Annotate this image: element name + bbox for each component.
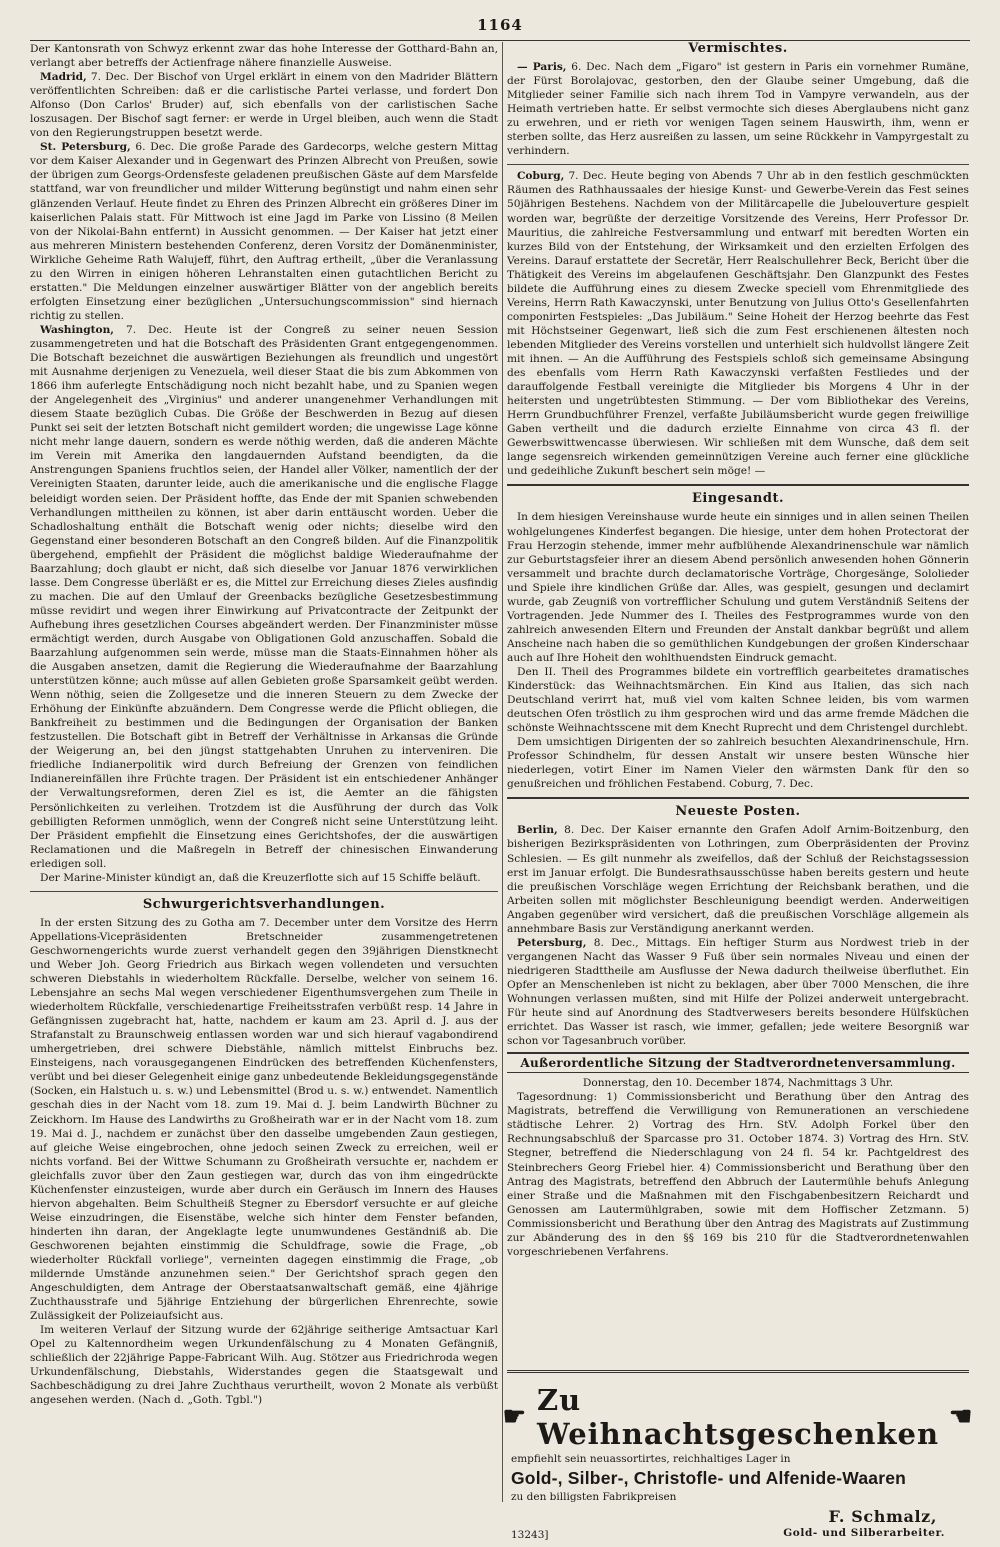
ad-title-row [502, 1383, 974, 1451]
section-divider [30, 891, 498, 892]
header-rule [30, 40, 970, 41]
advertisement-schmalz [502, 1370, 974, 1541]
article-schwurgericht-2: Im weiteren Verlauf der Sitzung wurde der 62jährige seitherige Amtsactuar Karl Opel zu Kaltennordheim wegen Urkundenfälschung zu 4 Monaten Gefängniß, schließlich der 22jährige Pappe-Fabricant Wilh. Aug. Stötzer aus Friedrichroda wegen Urkundenfälschung, Diebstahls, Widerstandes gegen die Staatsgewalt und Sachbeschädigung zu drei Jahre Zuchthaus verurtheilt, wovon 2 Monate als verbüßt angesehen werden. (Nach d. „Goth. Tgbl.") [30, 1324, 498, 1407]
article-eingesandt-2: Den II. Theil des Programmes bildete ein vortrefflich gearbeitetes dramatisches Kinderstück: das Weihnachtsmärchen. Ein Kind aus Italien, das sich nach Deutschland verirrt hat, muß viel vom kalten Schnee leiden, bis vom warmen deutschen Ofen tröstlich zu ihm gesprochen wird und das arme fremde Mädchen die schönste Weihnachtsscene mit dem Knecht Ruprecht und dem Christengel durchlebt. [507, 665, 969, 735]
heading-stadtverordneten: Außerordentliche Sitzung der Stadtverordnetenversammlung. [507, 1052, 969, 1073]
dateline-berlin: Berlin, [517, 824, 558, 837]
article-paris-text: 6. Dec. Nach dem „Figaro" ist gestern in Paris ein vornehmer Rumäne, der Fürst Borolajovac, gestorben, den der Glaube seiner Umgebung, daß die Mitglieder seiner Familie sich nach ihrem Tod in Vampyre verwandeln, aus der Heimath vertrieben hatte. Er selbst vermochte sich dieses Aberglaubens nicht ganz zu erwehren, und er rieth vor wenigen Tagen seinem Hauswirth, ihm, wenn er sterben sollte, das Herz ausreißen zu lassen, um seine Rückkehr in Vampyrgestalt zu verhindern. [507, 61, 969, 158]
dateline-coburg: Coburg, [517, 170, 565, 183]
section-divider [507, 164, 969, 165]
section-divider [507, 797, 969, 799]
sitzung-agenda: Tagesordnung: 1) Commissionsbericht und Berathung über den Antrag des Magistrats, betreffend die Verwilligung von Remunerationen an verschiedene städtische Lehrer. 2) Vortrag des Hrn. StV. Adolph Forkel über den Rechnungsabschluß der Sparcasse pro 31. October 1874. 3) Vortrag des Hrn. StV. Stegner, betreffend die Niederschlagung von 24 fl. 54 kr. Pachtgeldrest des Steinbrechers Georg Friebel hier. 4) Commissionsbericht und Berathung über den Antrag des Magistrats, betreffend den Abbruch der Lautermühle behufs Anlegung einer Straße und die Maßnahmen mit den Fischgabenbesitzern Reichardt und Genossen am Lautermühlgraben, sowie mit dem Hoffischer Zetzmann. 5) Commissionsbericht und Berathung über den Antrag des Magistrats auf Zustimmung zur Abänderung des in den §§ 169 bis 210 für die Stadtverordnetenwahlen vorgeschriebenen Verfahrens. [507, 1091, 969, 1258]
heading-schwurgericht: Schwurgerichtsverhandlungen. [142, 896, 386, 912]
left-column [30, 42, 498, 1510]
article-petersburg-text: 6. Dec. Die große Parade des Gardecorps, welche gestern Mittag vor dem Kaiser Alexander und in Gegenwart des Prinzen Albrecht von Preußen, sowie der übrigen zum Georgs-Ordensfeste geladenen preußischen Gäste auf dem Marsfelde stattfand, war von freundlicher und milder Witterung begünstigt und nahm einen sehr glänzenden Verlauf. Heute findet zu Ehren des Prinzen Albrecht ein größeres Diner im kaiserlichen Palais statt. Für Mittwoch ist eine Jagd im Parke von Lissino (8 Meilen von der Nikolai-Bahn entfernt) in Aussicht genommen. — Der Kaiser hat jetzt einer aus mehreren Ministern bestehenden Conferenz, deren Vorsitz der Domänenminister, Wirkliche Geheime Rath Walujeff, führt, den Auftrag ertheilt, „über die Veranlassung zu den Wirren in einigen höheren Lehranstalten einen gutachtlichen Bericht zu erstatten." Die Meldungen einzelner auswärtiger Blätter von der angeblich bereits erfolgten Einsetzung einer bezüglichen „Untersuchungscommission" sind hiernach richtig zu stellen. [30, 141, 498, 322]
column-divider [502, 42, 503, 1502]
article-petersburg [30, 140, 498, 323]
right-column [507, 42, 969, 1510]
article-paris [507, 60, 969, 158]
article-gotthard: Der Kantonsrath von Schwyz erkennt zwar das hohe Interesse der Gotthard-Bahn an, verlangt aber betreffs der Actienfrage nähere finanzielle Ausweise. [30, 43, 498, 70]
article-coburg-text: 7. Dec. Heute beging von Abends 7 Uhr ab in den festlich geschmückten Räumen des Rathhaussaales der hiesige Kunst- und Gewerbe-Verein das Fest seines 50jährigen Bestehens. Nachdem von der Militärcapelle die Jubelouverture gespielt worden war, begrüßte der derzeitige Vorsitzende des Vereins, Herr Professor Dr. Mauritius, die zahlreiche Festversammlung und entwarf mit beredten Worten ein kurzes Bild von der Entstehung, der Wirksamkeit und den erzielten Erfolgen des Vereins. Darauf erstattete der Secretär, Herr Realschullehrer Beck, Bericht über die Thätigkeit des Vereins im abgelaufenen Geschäftsjahr. Den Glanzpunkt des Festes bildete die Aufführung eines zu diesem Zwecke speciell vom Ehrenmitgliede des Vereins, Herrn Rath Kawaczynski, unter Benutzung von Julius Otto's Gesellenfahrten componirten Festspieles: „Das Jubiläum." Seine Hoheit der Herzog beehrte das Fest mit Höchstseiner Gegenwart, ließ sich die zum Fest erschienenen ältesten noch lebenden Mitglieder des Vereins vorstellen und unterhielt sich huldvollst längere Zeit mit ihnen. — An die Aufführung des Festspiels schloß sich gemeinsame Absingung des ebenfalls vom Herrn Rath Kawaczynski verfaßten Festliedes und der darauffolgende Festball vereinigte die Mitglieder bis Morgens 4 Uhr in der heitersten und ungetrübtesten Stimmung. — Der vom Bibliothekar des Vereins, Herrn Grundbuchführer Frenzel, verfaßte Jubiläumsbericht wurde gegen freiwillige Gaben vertheilt und die dadurch erzielte Einnahme von circa 43 fl. der Gewerbswittwencasse überwiesen. Wir schließen mit dem Wunsche, daß dem seit lange segensreich wirkenden gemeinnützigen Vereine auch ferner eine glückliche und gedeihliche Zukunft beschert sein möge! — [507, 170, 969, 478]
heading-vermischtes: Vermischtes. [688, 42, 788, 56]
ad-goods: Gold-, Silber-, Christofle- und Alfenide-Waaren [511, 1468, 907, 1488]
article-eingesandt-3: Dem umsichtigen Dirigenten der so zahlreich besuchten Alexandrinenschule, Hrn. Professor Schindhelm, für dessen Anstalt wir unsere besten Wünsche hier niederlegen, votirt Einer im Namen Vieler den wärmsten Dank für den so genußreichen und fröhlichen Festabend. Coburg, 7. Dec. [507, 736, 969, 791]
page-number: 1164 [477, 16, 523, 34]
article-schwurgericht-1: In der ersten Sitzung des zu Gotha am 7. December unter dem Vorsitze des Herrn Appellations-Vicepräsidenten Bretschneider zusammengetretenen Geschwornengerichts wurde zuerst verhandelt gegen den 39jährigen Dienstknecht und Weber Joh. Georg Friedrich aus Birkach wegen vollendeten und versuchten schweren Diebstahls in wiederholtem Rückfalle. Derselbe, welcher von seinem 16. Lebensjahre an sechs Mal wegen verschiedener Eigenthumsvergehen zum Theile in wiederholtem Rückfalle, verschiedenartige Freiheitsstrafen verbüßt resp. 14 Jahre in Gefängnissen zugebracht hat, hatte, nachdem er kaum am 23. April d. J. aus der Strafanstalt zu Braunschweig entlassen worden war und sich hierauf vagabondirend umhergetrieben, drei schwere Diebstähle, nämlich mittelst Einbruchs bez. Einsteigens, nach vorausgegangenen Eindrücken des betreffenden Küchenfensters, verübt und bei dieser Gelegenheit einige ganz unbedeutende Bekleidungsgegenstände (Socken, ein Halstuch u. s. w.) und Lebensmittel (Brod u. s. w.) entwendet. Namentlich geschah dies in der Nacht vom 18. zum 19. Mai d. J. beim Landwirth Büchner zu Zeickhorn. Im Hause des Landwirths zu Großheirath war er in der Nacht vom 18. zum 19. Mai d. J., nachdem er zunächst über den dasselbe umgebenden Zaun gestiegen, auf gleiche Weise eingebrochen, ohne jedoch seinen Zweck zu erreichen, weil er nichts vorfand. Bei der Wittwe Schumann zu Großheirath versuchte er, nachdem er gleichfalls zuvor über den Zaun gestiegen war, durch das von ihm eingedrückte Küchenfenster einzusteigen, wurde aber durch ein Geräusch im Innern des Hauses hiervon abgehalten. Beim Schultheiß Stegner zu Ebersdorf versuchte er auf gleiche Weise einzudringen, die Eisenstäbe, welche sich hinter dem Fenster befanden, hinderten ihn daran, der Angeklagte legte unumwundenes Geständniß ab. Die Geschworenen bejahten einstimmig die Schuldfrage, sowie die Frage, „ob wiederholter Rückfall vorliege", verneinten dagegen einstimmig die Frage, „ob mildernde Umstände anzunehmen seien." Der Gerichtshof sprach gegen den Angeschuldigten, dem Antrage der Oberstaatsanwaltschaft gemäß, eine 4jährige Zuchthausstrafe und 5jährige Entziehung der bürgerlichen Ehrenrechte, sowie Zulässigkeit der Polizeiaufsicht aus. [30, 916, 498, 1323]
article-marine: Der Marine-Minister kündigt an, daß die Kreuzerflotte sich auf 15 Schiffe beläuft. [40, 871, 481, 884]
section-divider [507, 484, 969, 486]
ad-title: Zu Weihnachtsgeschenken [536, 1383, 940, 1451]
ad-signature-block [507, 1503, 969, 1547]
sitzung-date: Donnerstag, den 10. December 1874, Nachmittags 3 Uhr. [582, 1077, 894, 1090]
heading-neueste-posten: Neueste Posten. [675, 804, 801, 820]
article-berlin [507, 823, 969, 935]
article-washington [30, 323, 498, 871]
article-madrid-text: 7. Dec. Der Bischof von Urgel erklärt in einem von den Madrider Blättern veröffentlichten Schreiben: daß er die carlistische Partei verlasse, und fordert Don Alfonso (Don Carlos' Bruder) auf, sich ebenfalls von der carlistischen Sache loszusagen. Der Bischof sagt ferner: er werde in Urgel bleiben, auch wenn die Stadt von den Regierungstruppen besetzt werde. [30, 71, 498, 140]
article-washington-text: 7. Dec. Heute ist der Congreß zu seiner neuen Session zusammengetreten und hat die Botschaft des Präsidenten Grant entgegengenommen. Die Botschaft bezeichnet die auswärtigen Beziehungen als freundlich und ungestört mit Ausnahme derjenigen zu Venezuela, weil dieser Staat die bis zum Abkommen von 1866 ihm auferlegte Entschädigung noch nicht bezahlt habe, und zu Spanien wegen der Angelegenheit des „Virginius" und anderer unangenehmer Verhandlungen mit diesem Staate bezüglich Cubas. Die Größe der Beschwerden in Bezug auf diesen Punkt sei seit der letzten Botschaft nicht gemildert worden; die ungewisse Lage könne nicht mehr lange dauern, sondern es werde nöthig werden, daß die anderen Mächte im Verein mit Amerika den langdauernden Aufstand beendigten, da die Anstrengungen Spaniens fruchtlos seien, der Handel aller Völker, namentlich der der Vereinigten Staaten, darunter leide, auch die amerikanische und die englische Flagge beleidigt worden seien. Der Präsident hoffte, das Ende der mit Spanien schwebenden Verhandlungen mittheilen zu können, ist aber darin enttäuscht worden. Ueber die Schadloshaltung enthält die Botschaft wenig oder nichts; dieselbe wird den Gegenstand einer besonderen Botschaft an den Congreß bilden. Auf die Finanzpolitik übergehend, empfiehlt der Präsident die möglichst baldige Wiederaufnahme der Baarzahlung; doch glaubt er nicht, daß sich dieselbe vor Januar 1876 verwirklichen lasse. Dem Congresse überläßt er es, die Mittel zur Erreichung dieses Zieles ausfindig zu machen. Die auf den Umlauf der Greenbacks bezügliche Gesetzesbestimmung müsse revidirt und wegen ihrer Einwirkung auf Privatcontracte der Zeitpunkt der Aufhebung ihres gesetzlichen Courses abgeändert werden. Der Finanzminister müsse ermächtigt werden, durch Ausgabe von Obligationen Gold anzuschaffen. Sobald die Baarzahlung aufgenommen sein werde, müsse man die Staats-Einnahmen höher als die Ausgaben ansetzen, damit die Regierung die Wiederaufnahme der Baarzahlung unterstützen könne; auch müsse auf allen Gebieten große Sparsamkeit geübt werden. Wenn nöthig, seien die Zollgesetze und die inneren Steuern zu dem Zwecke der Erhöhung der Einkünfte abzuändern. Dem Congresse werde die Pflicht obliegen, die Bankfreiheit zu bestimmen und die Bedingungen der Organisation der Banken festzustellen. Die Botschaft gibt in Betreff der Verhältnisse in Arkansas die Gründe der Weigerung an, bei den jüngst stattgehabten Unruhen zu interveniren. Die friedliche Indianerpolitik wird durch Befreiung der Grenzen von feindlichen Indianereinfällen ihre Früchte tragen. Der Präsident ist ein entschiedener Anhänger der Verwaltungsreformen, deren Ziel es ist, die Aemter an die fähigsten Persönlichkeiten zu verleihen. Trotzdem ist die Ausführung der durch das Volk gebilligten Reformen unmöglich, wenn der Congreß nicht seine Unterstützung leiht. Der Präsident empfiehlt die Einsetzung eines Gerichtshofes, der die auswärtigen Reclamationen und die Maßregeln in Betreff der chinesischen Einwanderung erledigen soll. [30, 323, 498, 870]
dateline-washington: Washington, [40, 323, 114, 336]
article-petersburg-storm [507, 936, 969, 1048]
ad-firm-name: F. Schmalz, [828, 1507, 937, 1526]
article-coburg [507, 169, 969, 478]
heading-eingesandt: Eingesandt. [692, 491, 784, 507]
ad-prices: zu den billigsten Fabrikpreisen [511, 1491, 677, 1503]
ad-reference-number: 13243] [511, 1529, 549, 1541]
dateline-madrid: Madrid, [40, 71, 87, 84]
dateline-petersburg: St. Petersburg, [40, 141, 131, 154]
article-madrid [30, 70, 498, 140]
ad-trade: Gold- und Silberarbeiter. [783, 1527, 945, 1539]
dateline-paris: — Paris, [517, 61, 567, 74]
pointing-hand-left-icon: ☚ [949, 1402, 974, 1432]
article-eingesandt-1: In dem hiesigen Vereinshause wurde heute ein sinniges und in allen seinen Theilen wohlgelungenes Kinderfest begangen. Die hiesige, unter dem hohen Protectorat der Frau Herzogin stehende, immer mehr aufblühende Alexandrinenschule war nämlich zur Geburtstagsfeier ihrer an diesem Abend persönlich anwesenden hohen Gönnerin versammelt und brachte durch declamatorische Vorträge, Chorgesänge, Sololieder und Spiele ihre kindlichen Grüße dar. Alles, was gespielt, gesungen und declamirt wurde, gab Zeugniß von vortrefflicher Schulung und gutem Verständniß Seitens der Vortragenden. Jede Nummer des I. Theiles des Festprogrammes wurde von den zahlreich anwesenden Eltern und Freunden der Anstalt dankbar begrüßt und allem Anscheine nach haben die so gemüthlichen Kundgebungen der großen Kinderschaar auch auf Ihre Hoheit den wohlthuendsten Eindruck gemacht. [507, 511, 969, 664]
pointing-hand-right-icon: ☛ [502, 1402, 527, 1432]
article-berlin-text: 8. Dec. Der Kaiser ernannte den Grafen Adolf Arnim-Boitzenburg, den bisherigen Bezirkspräsidenten von Lothringen, zum Oberpräsidenten der Provinz Schlesien. — Es gilt nunmehr als zweifellos, daß der Schluß der Reichstagssession erst im Januar erfolgt. Die Bundesrathsausschüsse haben bereits gestern und heute die preußischen Vorschläge wegen Errichtung der Reichsbank berathen, und die Arbeiten sollen mit möglichster Beschleunigung beendigt werden. Anderweitigen Angaben gegenüber wird versichert, daß die preußischen Vorschläge allgemein als annehmbare Basis zur Verständigung anerkannt werden. [507, 824, 969, 935]
article-petersburg-storm-text: 8. Dec., Mittags. Ein heftiger Sturm aus Nordwest trieb in der vergangenen Nacht das Wasser 9 Fuß über sein normales Niveau und einen der niedrigeren Stadttheile am Ausflusse der Newa dadurch theilweise überfluthet. Ein Opfer an Menschenleben ist nicht zu beklagen, aber über 7000 Menschen, die ihre Wohnungen verlassen mußten, sind mit Hilfe der Polizei anderweit untergebracht. Für heute sind auf Anordnung des Stadtverwesers bereits besondere Hülfsküchen errichtet. Das Wasser ist rasch, wie immer, gefallen; jede weitere Besorgniß war schon vor Tagesanbruch vorüber. [507, 936, 969, 1048]
dateline-petersburg-2: Petersburg, [517, 936, 587, 949]
ad-intro: empfiehlt sein neuassortirtes, reichhaltiges Lager in [511, 1453, 791, 1465]
